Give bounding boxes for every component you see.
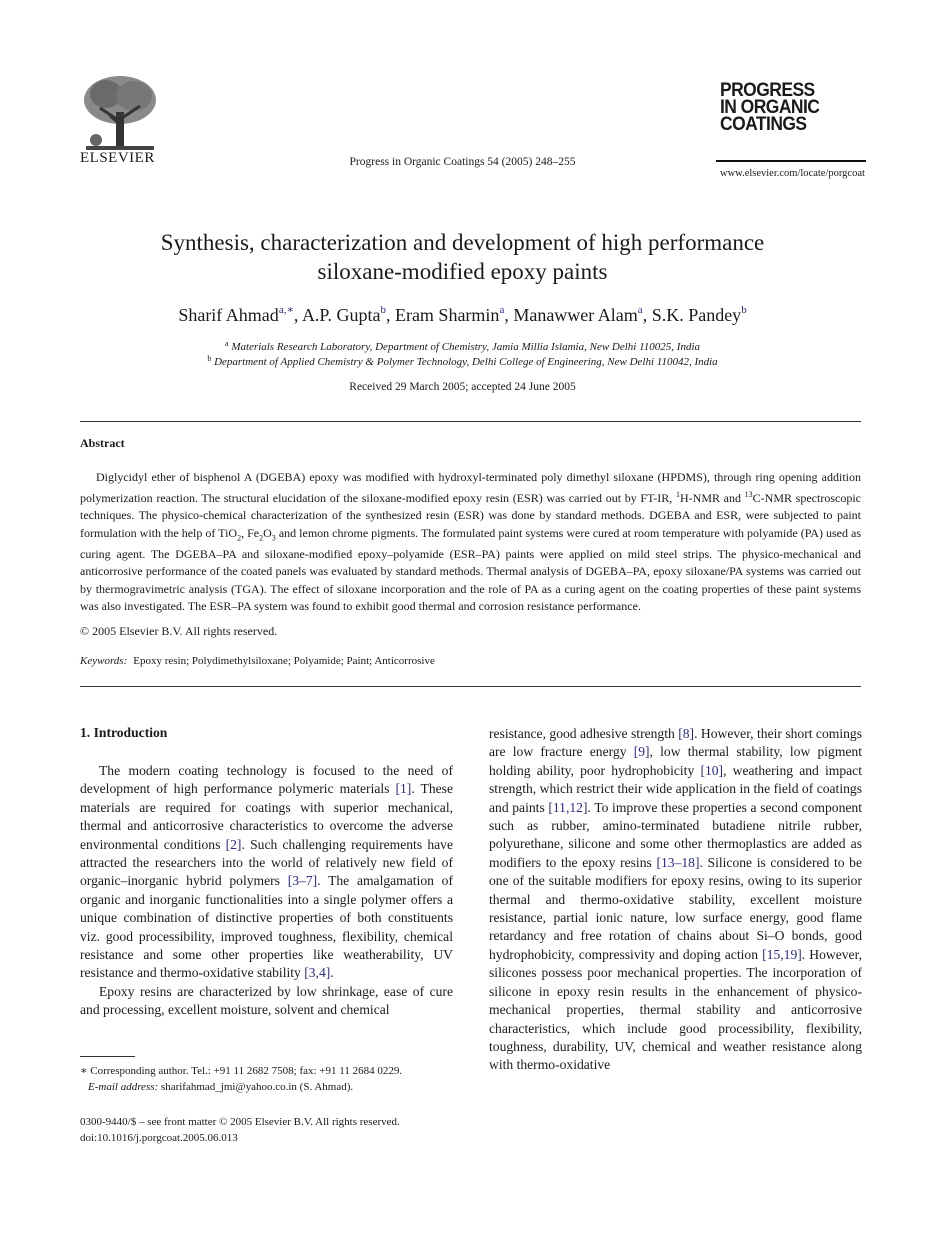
journal-url-link[interactable]: www.elsevier.com/locate/porgcoat: [720, 168, 865, 179]
abstract-copyright: © 2005 Elsevier B.V. All rights reserved.: [80, 624, 278, 638]
header-divider: [80, 421, 861, 422]
affiliation-a: [0, 339, 925, 353]
keywords-text: Epoxy resin; Polydimethylsiloxane; Polyamide; Paint; Anticorrosive: [133, 655, 435, 667]
affiliation-mark: a: [225, 339, 229, 348]
citation-link[interactable]: [1]: [395, 781, 412, 797]
author-affiliation-mark[interactable]: a: [499, 304, 505, 316]
title-line: siloxane-modified epoxy paints: [317, 259, 608, 284]
abstract-text: Diglycidyl ether of bisphenol A (DGEBA) epoxy was modified with hydroxyl-terminated poly dimethyl siloxane (HPDMS), through ring opening addition polymerization reaction. The structural elucidation of the siloxane-modified epoxy resin (ESR) was carried out by FT-IR, $^1$H-NMR and $^{13}$C-NMR spectroscopic techniques. The physico-chemical characterization of the synthesized resin (ESR) was done by standard methods. DGEBA and ESR, were subjected to paint formulation with the help of TiO$_2$, $Fe_2O_3$ and lemon chrome pigments. The formulated paint systems were cured at room temperature with polyamide (PA) used as curing agent. The DGEBA–PA and siloxane-modified epoxy–polyamide (ESR–PA) paints were applied on mild steel strips. The physico-mechanical and anticorrosive performance of the coated panels was evaluated by standard methods. Thermal analysis of DGEBA–PA, epoxy siloxane/PA systems was carried out by thermogravimetric analysis (TGA). The effect of siloxane incorporation and the role of PA as a curing agent on the coating properties of these paint systems was also investigated. The ESR–PA system was found to exhibit good thermal and corrosion resistance performance.: [80, 470, 861, 613]
keywords: [80, 655, 435, 667]
citation-link[interactable]: [3,4]: [304, 965, 331, 981]
affiliation-mark: b: [207, 354, 212, 363]
author-affiliation-mark[interactable]: a,∗: [278, 304, 294, 316]
author-name: Eram Sharmin: [394, 305, 500, 325]
corresponding-author-note: ∗ Corresponding author. Tel.: +91 11 2682 7508; fax: +91 11 2684 0229.: [80, 1065, 403, 1077]
citation-link[interactable]: [11,12]: [548, 799, 588, 815]
received-dates: Received 29 March 2005; accepted 24 June 2005: [349, 381, 576, 393]
section-heading: 1. Introduction: [80, 725, 168, 740]
issn-line: 0300-9440/$ – see front matter © 2005 Elsevier B.V. All rights reserved.: [80, 1116, 400, 1128]
affiliation-text: Materials Research Laboratory, Department of Chemistry, Jamia Millia Islamia, New Delhi 110025, India: [231, 341, 700, 353]
author-name: Manawwer Alam: [513, 305, 638, 325]
author-affiliation-mark[interactable]: b: [380, 304, 386, 316]
journal-brand-logo: [720, 82, 858, 133]
author-name: S.K. Pandey: [651, 305, 742, 325]
abstract-heading: Abstract: [80, 436, 125, 450]
article-title: [0, 228, 925, 286]
title-line: Synthesis, characterization and development of high performance: [160, 230, 765, 255]
publisher-name: ELSEVIER: [80, 150, 155, 166]
citation-link[interactable]: [15,19]: [762, 946, 802, 962]
citation-link[interactable]: [2]: [225, 836, 242, 852]
brand-divider: [716, 160, 866, 162]
citation-link[interactable]: [13–18]: [656, 854, 700, 870]
journal-brand-line: PROGRESS: [720, 80, 815, 101]
elsevier-tree-logo-icon: [80, 72, 160, 156]
citation-link[interactable]: [10]: [700, 762, 724, 778]
author-affiliation-mark[interactable]: a: [637, 304, 643, 316]
author-affiliation-mark[interactable]: b: [741, 304, 747, 316]
journal-reference: Progress in Organic Coatings 54 (2005) 248–255: [349, 156, 576, 168]
front-matter-info: [80, 1115, 400, 1146]
author-name: Sharif Ahmad: [178, 305, 279, 325]
affiliation-text: Department of Applied Chemistry & Polymer Technology, Delhi College of Engineering, New Delhi 110042, India: [214, 356, 718, 368]
citation-link[interactable]: [9]: [633, 744, 650, 760]
journal-brand-line: COATINGS: [720, 114, 807, 135]
email-link[interactable]: sharifahmad_jmi@yahoo.co.in (S. Ahmad).: [160, 1080, 354, 1093]
email-line: [80, 1080, 460, 1096]
footnote: [80, 1064, 460, 1095]
affiliation-b: [0, 354, 925, 368]
email-label: E-mail address:: [88, 1080, 159, 1093]
author-list: Sharif Ahmad$^{a,∗}$, A.P. Gupta$^b$, Eram Sharmin$^a$, Manawwer Alam$^a$, S.K. Pandey$^b$: [178, 304, 747, 325]
doi-link[interactable]: doi:10.1016/j.porgcoat.2005.06.013: [80, 1131, 238, 1144]
body-column-left: The modern coating technology is focused to the need of development of high performance polymeric materials [1]. These materials are required for coatings with superior mechanical, thermal and anticorrosive characteristics to overcome the adverse environmental conditions [2]. Such challenging requirements have attracted the researchers into the world of relatively new field of organic–inorganic hybrid polymers [3–7]. The amalgamation of organic and inorganic functionalities into a single polymer offers a unique combination of distinctive properties of both constituents viz. good processibility, improved toughness, flexibility, chemical resistance and some other properties like weatherability, UV resistance and thermo-oxidative stability [3,4]. Epoxy resins are characterized by low shrinkage, ease of cure and processing, excellent moisture, solvent and chemical: [80, 763, 454, 1018]
abstract-divider: [80, 686, 861, 687]
footnote-divider: [80, 1056, 135, 1057]
journal-brand-line: IN ORGANIC: [720, 97, 820, 118]
author-name: A.P. Gupta: [301, 305, 381, 325]
citation-link[interactable]: [3–7]: [287, 873, 318, 889]
keywords-label: Keywords:: [80, 655, 128, 667]
citation-link[interactable]: [8]: [678, 726, 695, 741]
body-column-right: resistance, good adhesive strength [8]. However, their short comings are low fracture energy [9], low thermal stability, low pigment holding ability, poor hydrophobicity [10], weathering and impact strength, which restrict their wide application in the field of coatings and paints [11,12]. To improve these properties a second component such as rubber, amino-terminated butadiene nitrile rubber, polyurethane, silicone and some other thermoplastics are added as modifiers to the epoxy resins [13–18]. Silicone is considered to be one of the suitable modifiers for epoxy resins, owing to its superior thermal and thermo-oxidative stability, excellent moisture resistance, partial ionic nature, low surface energy, good flame retardancy and free rotation of chains about Si–O bonds, good hydrophobicity, compressivity and doping action [15,19]. However, silicones possess poor mechanical properties. The incorporation of silicone in epoxy resin results in the enhancement of physico-mechanical properties, thermal stability and anticorrosive characteristics, which include good processibility, flexibility, toughness, durability, UV, chemical and weather resistance along with thermo-oxidative: [489, 726, 862, 1073]
